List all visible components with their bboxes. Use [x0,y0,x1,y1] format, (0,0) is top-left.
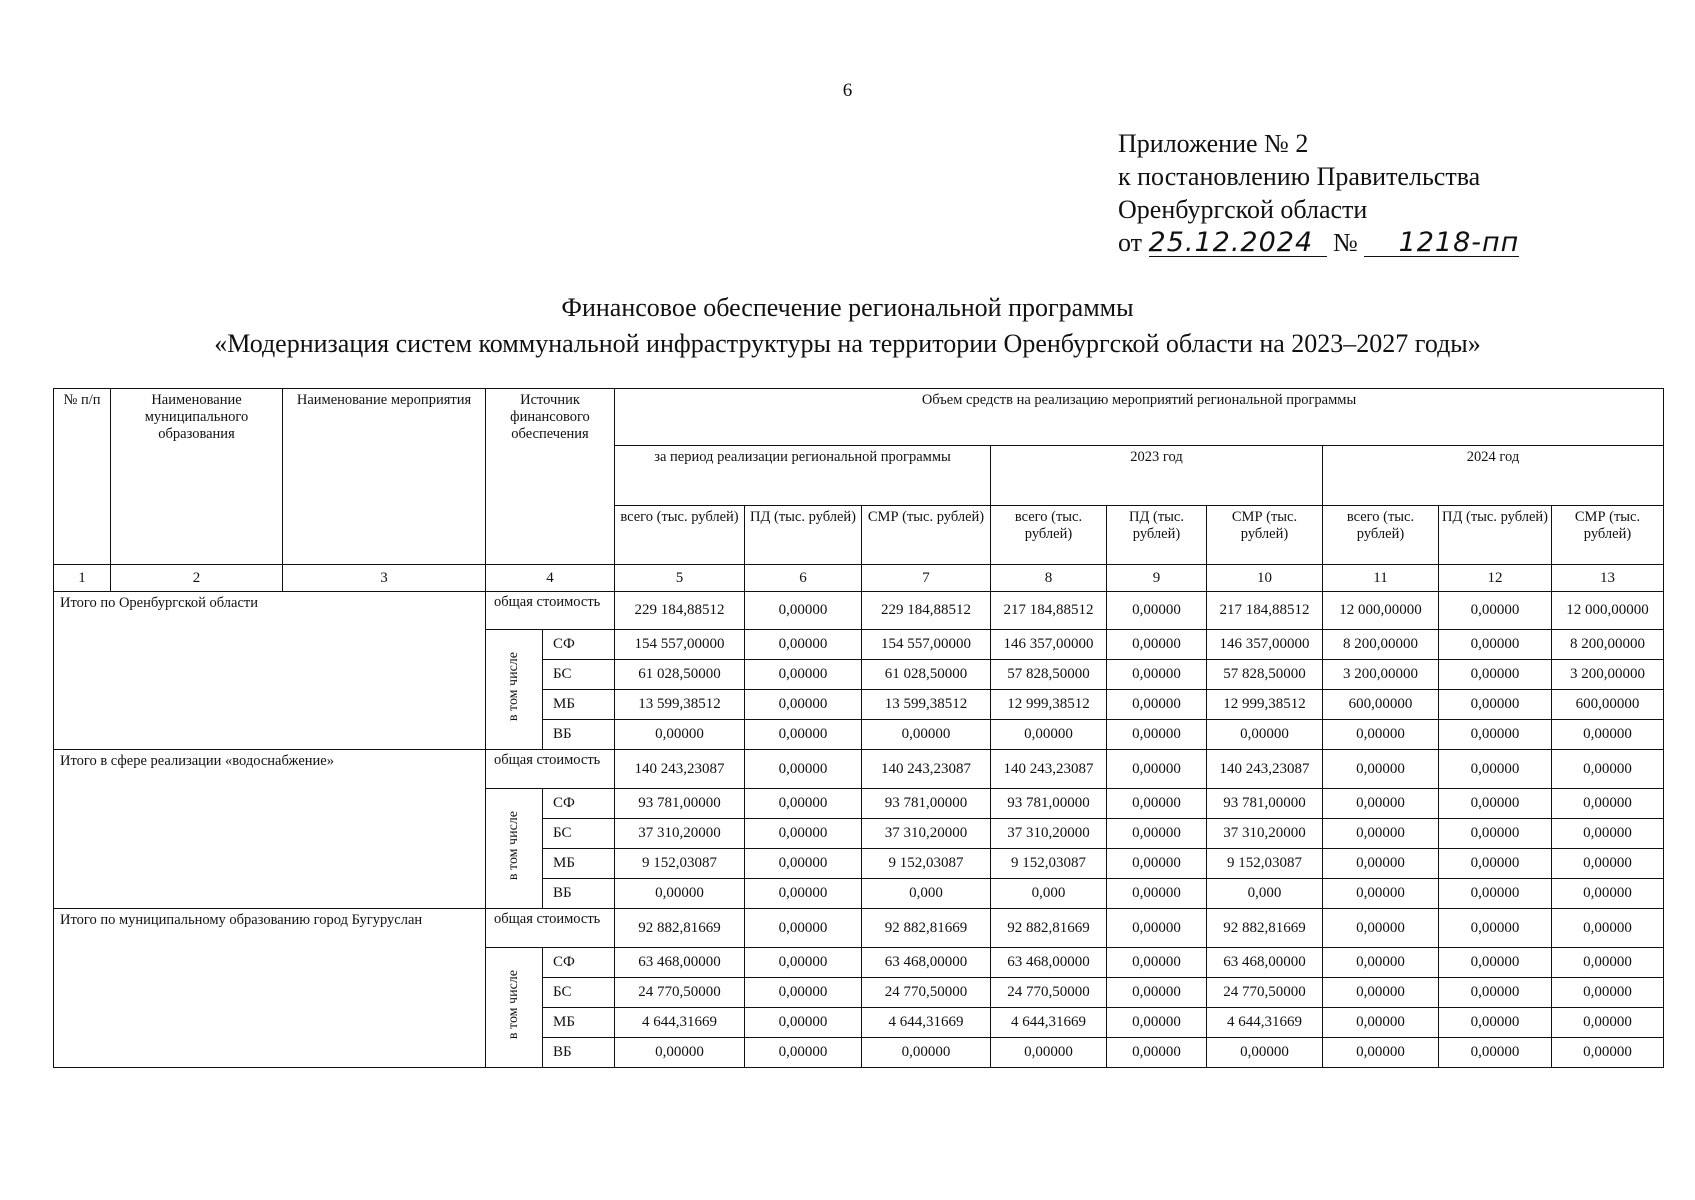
header-period-total: за период реализации региональной программы [615,446,991,506]
value-cell: 0,00000 [1439,879,1552,909]
value-cell: 0,00000 [1552,1008,1664,1038]
header-year-2024: 2024 год [1323,446,1664,506]
value-cell: 0,00000 [745,948,862,978]
value-cell: 0,00000 [745,592,862,630]
value-cell: 24 770,50000 [862,978,991,1008]
value-cell: 92 882,81669 [1207,909,1323,948]
value-cell: 0,00000 [1439,789,1552,819]
value-cell: 0,00000 [1323,750,1439,789]
value-cell: 0,00000 [745,660,862,690]
value-cell: 12 000,00000 [1552,592,1664,630]
financing-table [53,388,1664,1068]
title-line-1: Финансовое обеспечение региональной программы [561,293,1134,322]
value-cell: 24 770,50000 [615,978,745,1008]
header-num: № п/п [54,389,111,565]
value-cell: 0,00000 [615,720,745,750]
value-cell: 140 243,23087 [991,750,1107,789]
value-cell: 146 357,00000 [1207,630,1323,660]
value-cell: 0,00000 [1439,1008,1552,1038]
value-cell: 0,00000 [1552,948,1664,978]
value-cell: 0,000 [1207,879,1323,909]
value-cell: 0,00000 [1107,1038,1207,1068]
decree-number: 1218-пп [1364,230,1519,257]
value-cell: 600,00000 [1552,690,1664,720]
value-cell: 0,00000 [1552,978,1664,1008]
header-c6: ПД (тыс. рублей) [745,506,862,565]
value-cell: 600,00000 [1323,690,1439,720]
value-cell: 0,00000 [1107,1008,1207,1038]
value-cell: 4 644,31669 [991,1008,1107,1038]
value-cell: 93 781,00000 [991,789,1107,819]
value-cell: 0,00000 [991,720,1107,750]
source-code: БС [543,819,615,849]
column-number: 9 [1107,565,1207,592]
value-cell: 0,00000 [615,1038,745,1068]
value-cell: 92 882,81669 [862,909,991,948]
value-cell: 154 557,00000 [615,630,745,660]
header-year-2023: 2023 год [991,446,1323,506]
group-total-row [54,592,1664,630]
value-cell: 0,00000 [745,1038,862,1068]
value-cell: 12 000,00000 [1323,592,1439,630]
value-cell: 57 828,50000 [1207,660,1323,690]
value-cell: 37 310,20000 [1207,819,1323,849]
header-c9: ПД (тыс. рублей) [1107,506,1207,565]
value-cell: 8 200,00000 [1552,630,1664,660]
header-c11: всего (тыс. рублей) [1323,506,1439,565]
column-number: 10 [1207,565,1323,592]
column-number: 3 [283,565,486,592]
column-number: 4 [486,565,615,592]
value-cell: 0,00000 [1323,720,1439,750]
value-cell: 146 357,00000 [991,630,1107,660]
column-number: 6 [745,565,862,592]
value-cell: 9 152,03087 [862,849,991,879]
page-number: 6 [842,80,853,101]
value-cell: 13 599,38512 [862,690,991,720]
value-cell: 37 310,20000 [991,819,1107,849]
column-number: 13 [1552,565,1664,592]
value-cell: 0,00000 [1107,750,1207,789]
column-number: 7 [862,565,991,592]
value-cell: 4 644,31669 [862,1008,991,1038]
including-label-cell [486,789,543,909]
value-cell: 0,00000 [1207,720,1323,750]
source-code: МБ [543,1008,615,1038]
value-cell: 4 644,31669 [1207,1008,1323,1038]
value-cell: 0,00000 [1323,879,1439,909]
header-c8: всего (тыс. рублей) [991,506,1107,565]
header-source: Источник финансового обеспечения [486,389,615,565]
value-cell: 0,00000 [1439,750,1552,789]
column-number: 8 [991,565,1107,592]
value-cell: 0,00000 [1439,630,1552,660]
value-cell: 92 882,81669 [991,909,1107,948]
value-cell: 0,00000 [862,1038,991,1068]
including-label: в том числе [506,811,521,881]
value-cell: 92 882,81669 [615,909,745,948]
group-label: Итого по муниципальному образованию город Бугуруслан [54,909,486,1068]
date-prefix: от [1118,228,1143,257]
value-cell: 0,00000 [745,720,862,750]
value-cell: 24 770,50000 [991,978,1107,1008]
value-cell: 140 243,23087 [1207,750,1323,789]
column-number: 2 [111,565,283,592]
header-activity: Наименование мероприятия [283,389,486,565]
value-cell: 0,00000 [1107,909,1207,948]
value-cell: 0,00000 [1323,819,1439,849]
header-c13: СМР (тыс. рублей) [1552,506,1664,565]
value-cell: 0,00000 [1439,909,1552,948]
value-cell: 0,00000 [1439,978,1552,1008]
value-cell: 63 468,00000 [862,948,991,978]
value-cell: 0,00000 [745,789,862,819]
value-cell: 0,00000 [1439,720,1552,750]
group-total-row [54,909,1664,948]
value-cell: 93 781,00000 [862,789,991,819]
value-cell: 61 028,50000 [862,660,991,690]
value-cell: 12 999,38512 [1207,690,1323,720]
value-cell: 8 200,00000 [1323,630,1439,660]
value-cell: 0,00000 [1552,789,1664,819]
value-cell: 0,00000 [1107,630,1207,660]
total-cost-label: общая стоимость [486,592,615,630]
value-cell: 217 184,88512 [991,592,1107,630]
value-cell: 0,00000 [1323,1038,1439,1068]
appendix-block [1118,127,1519,259]
source-code: МБ [543,690,615,720]
header-volume: Объем средств на реализацию мероприятий региональной программы [615,389,1664,446]
value-cell: 0,00000 [1439,660,1552,690]
including-label-cell [486,630,543,750]
value-cell: 0,00000 [1107,948,1207,978]
source-code: ВБ [543,1038,615,1068]
source-code: ВБ [543,720,615,750]
value-cell: 93 781,00000 [615,789,745,819]
value-cell: 217 184,88512 [1207,592,1323,630]
value-cell: 229 184,88512 [862,592,991,630]
value-cell: 0,00000 [1323,948,1439,978]
value-cell: 9 152,03087 [991,849,1107,879]
appendix-date-line [1118,226,1519,259]
total-cost-label: общая стоимость [486,909,615,948]
source-code: СФ [543,789,615,819]
value-cell: 0,00000 [615,879,745,909]
value-cell: 0,00000 [745,879,862,909]
value-cell: 0,00000 [745,909,862,948]
value-cell: 0,00000 [1107,720,1207,750]
appendix-region: Оренбургской области [1118,195,1368,224]
column-number: 12 [1439,565,1552,592]
source-code: МБ [543,849,615,879]
value-cell: 229 184,88512 [615,592,745,630]
value-cell: 0,00000 [1323,909,1439,948]
header-c10: СМР (тыс. рублей) [1207,506,1323,565]
number-label: № [1333,228,1358,257]
value-cell: 0,00000 [1439,1038,1552,1068]
value-cell: 0,00000 [1107,849,1207,879]
header-c5: всего (тыс. рублей) [615,506,745,565]
value-cell: 63 468,00000 [615,948,745,978]
value-cell: 0,000 [991,879,1107,909]
value-cell: 0,00000 [1107,819,1207,849]
value-cell: 0,00000 [1552,909,1664,948]
value-cell: 0,00000 [745,849,862,879]
column-number: 11 [1323,565,1439,592]
value-cell: 0,00000 [745,690,862,720]
value-cell: 140 243,23087 [862,750,991,789]
value-cell: 0,00000 [1323,978,1439,1008]
value-cell: 37 310,20000 [615,819,745,849]
value-cell: 0,00000 [1323,789,1439,819]
value-cell: 63 468,00000 [991,948,1107,978]
header-c7: СМР (тыс. рублей) [862,506,991,565]
including-label-cell [486,948,543,1068]
appendix-decree: к постановлению Правительства [1118,162,1481,191]
value-cell: 0,00000 [1207,1038,1323,1068]
value-cell: 61 028,50000 [615,660,745,690]
value-cell: 154 557,00000 [862,630,991,660]
title-line-2: «Модернизация систем коммунальной инфраструктуры на территории Оренбургской области на 2023–2027 годы» [214,329,1481,358]
value-cell: 0,00000 [1552,720,1664,750]
value-cell: 0,00000 [1107,660,1207,690]
value-cell: 0,00000 [1107,978,1207,1008]
value-cell: 0,00000 [1552,1038,1664,1068]
source-code: БС [543,660,615,690]
source-code: СФ [543,948,615,978]
value-cell: 9 152,03087 [615,849,745,879]
value-cell: 0,00000 [1107,690,1207,720]
column-number: 1 [54,565,111,592]
value-cell: 0,00000 [745,750,862,789]
source-code: БС [543,978,615,1008]
value-cell: 4 644,31669 [615,1008,745,1038]
header-c12: ПД (тыс. рублей) [1439,506,1552,565]
value-cell: 0,00000 [1439,819,1552,849]
total-cost-label: общая стоимость [486,750,615,789]
value-cell: 0,00000 [1552,879,1664,909]
value-cell: 57 828,50000 [991,660,1107,690]
value-cell: 24 770,50000 [1207,978,1323,1008]
value-cell: 0,00000 [745,978,862,1008]
value-cell: 0,00000 [1552,750,1664,789]
value-cell: 0,00000 [991,1038,1107,1068]
value-cell: 0,00000 [1323,849,1439,879]
value-cell: 37 310,20000 [862,819,991,849]
value-cell: 140 243,23087 [615,750,745,789]
column-number: 5 [615,565,745,592]
column-number-row [54,565,1664,592]
value-cell: 0,00000 [1323,1008,1439,1038]
group-total-row [54,750,1664,789]
group-label: Итого по Оренбургской области [54,592,486,750]
value-cell: 3 200,00000 [1323,660,1439,690]
value-cell: 3 200,00000 [1552,660,1664,690]
source-code: ВБ [543,879,615,909]
value-cell: 0,00000 [1107,592,1207,630]
value-cell: 9 152,03087 [1207,849,1323,879]
source-code: СФ [543,630,615,660]
value-cell: 0,00000 [745,630,862,660]
value-cell: 0,00000 [1439,849,1552,879]
value-cell: 0,00000 [1439,592,1552,630]
document-title [0,290,1695,362]
value-cell: 0,00000 [1439,690,1552,720]
value-cell: 0,00000 [1107,789,1207,819]
group-label: Итого в сфере реализации «водоснабжение» [54,750,486,909]
value-cell: 93 781,00000 [1207,789,1323,819]
decree-date: 25.12.2024 [1149,230,1327,257]
value-cell: 12 999,38512 [991,690,1107,720]
including-label: в том числе [506,970,521,1040]
value-cell: 0,00000 [1552,819,1664,849]
header-municipality: Наименование муниципального образования [111,389,283,565]
value-cell: 13 599,38512 [615,690,745,720]
value-cell: 0,000 [862,879,991,909]
value-cell: 63 468,00000 [1207,948,1323,978]
value-cell: 0,00000 [1552,849,1664,879]
value-cell: 0,00000 [745,819,862,849]
including-label: в том числе [506,652,521,722]
value-cell: 0,00000 [745,1008,862,1038]
value-cell: 0,00000 [1107,879,1207,909]
value-cell: 0,00000 [1439,948,1552,978]
value-cell: 0,00000 [862,720,991,750]
appendix-title: Приложение № 2 [1118,129,1309,158]
